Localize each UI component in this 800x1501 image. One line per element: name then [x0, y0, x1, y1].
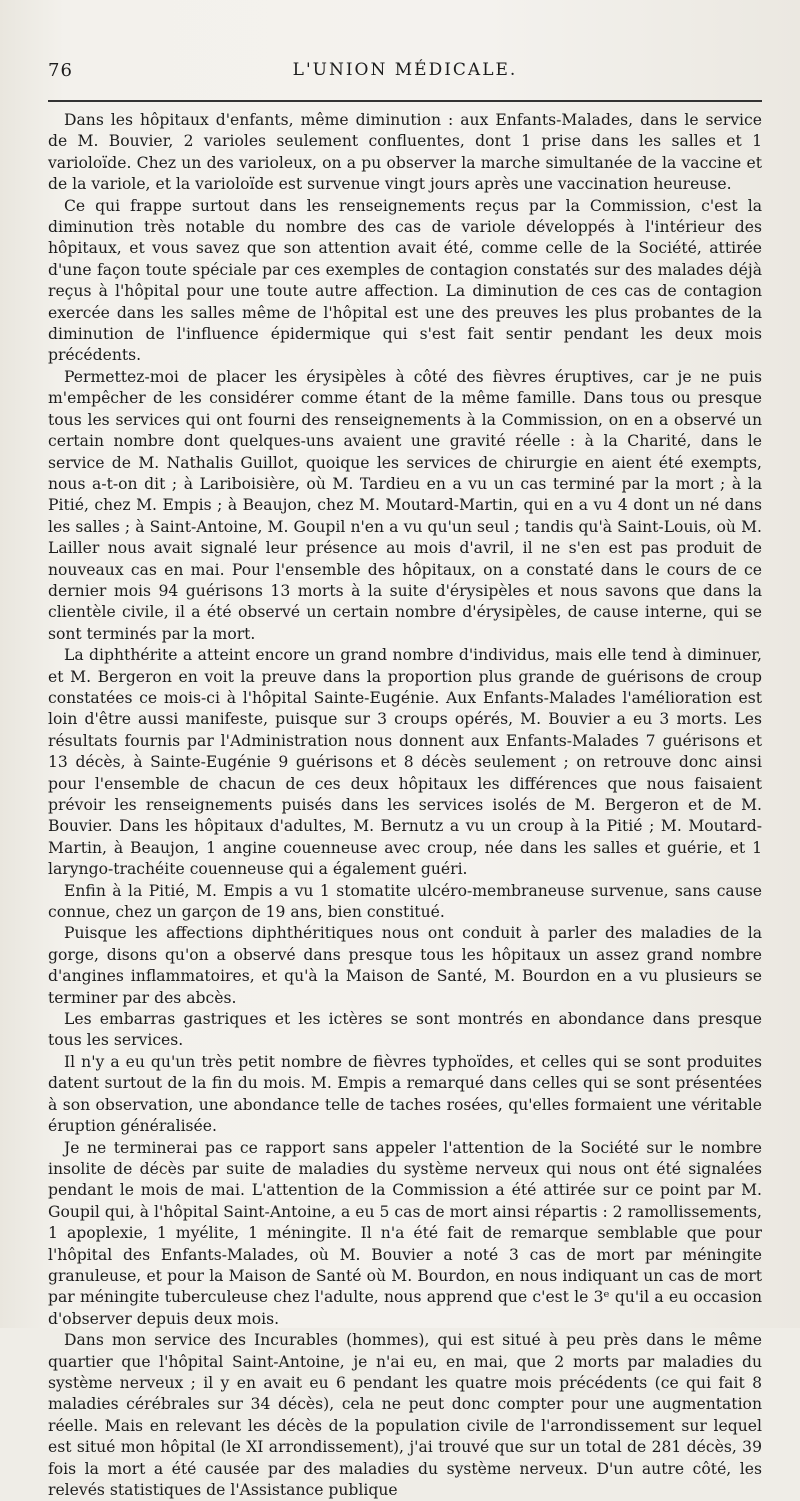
- paragraph: Dans mon service des Incurables (hommes), qui est situé à peu près dans le même quartier que l'hôpital Saint-Antoine, je n'ai eu, en mai, que 2 morts par maladies du système nerveux ; il y en avait eu 6 pendant les quatre mois précédents (ce qui fait 8 maladies cérébrales sur 34 décès), cela ne peut donc compter pour une augmentation réelle. Mais en relevant les décès de la population civile de l'arrondissement sur lequel est situé mon hôpital (le XI arrondissement), j'ai trouvé que sur un total de 281 décès, 39 fois la mort a été causée par des maladies du système nerveux. D'un autre côté, les relevés statistiques de l'Assistance publique: [48, 1331, 762, 1499]
- page-number: 76: [48, 60, 73, 81]
- page-header: [48, 60, 762, 90]
- paragraph: Je ne terminerai pas ce rapport sans appeler l'attention de la Société sur le nombre insolite de décès par suite de maladies du système nerveux qui nous ont été signalées pendant le mois de mai. L'attention de la Commission a été attirée sur ce point par M. Goupil qui, à l'hôpital Saint-Antoine, a eu 5 cas de mort ainsi répartis : 2 ramollissements, 1 apoplexie, 1 myélite, 1 méningite. Il n'a été fait de remarque semblable que pour l'hôpital des Enfants-Malades, où M. Bouvier a noté 3 cas de mort par méningite granuleuse, et pour la Maison de Santé où M. Bourdon, en nous indiquant un cas de mort par méningite tuberculeuse chez l'adulte, nous apprend que c'est le 3ᵉ qu'il a eu occasion d'observer depuis deux mois.: [48, 1138, 762, 1328]
- paragraph: Il n'y a eu qu'un très petit nombre de fièvres typhoïdes, et celles qui se sont produites datent surtout de la fin du mois. M. Empis a remarqué dans celles qui se sont présentées à son observation, une abondance telle de taches rosées, qu'elles formaient une véritable éruption généralisée.: [48, 1052, 762, 1136]
- paragraph: La diphthérite a atteint encore un grand nombre d'individus, mais elle tend à diminuer, et M. Bergeron en voit la preuve dans la proportion plus grande de guérisons de croup constatées ce mois-ci à l'hôpital Sainte-Eugénie. Aux Enfants-Malades l'amélioration est loin d'être aussi manifeste, puisque sur 3 croups opérés, M. Bouvier a eu 3 morts. Les résultats fournis par l'Administration nous donnent aux Enfants-Malades 7 guérisons et 13 décès, à Sainte-Eugénie 9 guérisons et 8 décès seulement ; on retrouve donc ainsi pour l'ensemble de chacun de ces deux hôpitaux les différences que nous faisaient prévoir les renseignements puisés dans les services isolés de M. Bergeron et de M. Bouvier. Dans les hôpitaux d'adultes, M. Bernutz a vu un croup à la Pitié ; M. Moutard-Martin, à Beaujon, 1 angine couenneuse avec croup, née dans les salles et guérie, et 1 laryngo-trachéite couenneuse qui a également guéri.: [48, 646, 762, 879]
- paragraph: Ce qui frappe surtout dans les renseignements reçus par la Commission, c'est la diminution très notable du nombre des cas de variole développés à l'intérieur des hôpitaux, et vous savez que son attention avait été, comme celle de la Société, attirée d'une façon toute spéciale par ces exemples de contagion constatés sur des malades déjà reçus à l'hôpital pour une toute autre affection. La diminution de ces cas de contagion exercée dans les salles même de l'hôpital est une des preuves les plus probantes de la diminution de l'influence épidermique qui s'est fait sentir pendant les deux mois précédents.: [48, 196, 762, 365]
- paragraph: Puisque les affections diphthéritiques nous ont conduit à parler des maladies de la gorge, disons qu'on a observé dans presque tous les hôpitaux un assez grand nombre d'angines inflammatoires, et qu'à la Maison de Santé, M. Bourdon en a vu plusieurs se terminer par des abcès.: [48, 924, 762, 1007]
- article-body: [48, 110, 762, 1501]
- running-title: L'UNION MÉDICALE.: [292, 60, 518, 80]
- header-rule: [48, 100, 762, 102]
- paragraph: Permettez-moi de placer les érysipèles à côté des fièvres éruptives, car je ne puis m'empêcher de les considérer comme étant de la même famille. Dans tous ou presque tous les services qui ont fourni des renseignements à la Commission, on en a observé un certain nombre dont quelques-uns avaient une gravité réelle : à la Charité, dans le service de M. Nathalis Guillot, quoique les services de chirurgie en aient été exempts, nous a-t-on dit ; à Lariboisière, où M. Tardieu en a vu un cas terminé par la mort ; à la Pitié, chez M. Empis ; à Beaujon, chez M. Moutard-Martin, qui en a vu 4 dont un né dans les salles ; à Saint-Antoine, M. Goupil n'en a vu qu'un seul ; tandis qu'à Saint-Louis, où M. Lailler nous avait signalé leur présence au mois d'avril, il ne s'en est pas produit de nouveaux cas en mai. Pour l'ensemble des hôpitaux, on a constaté dans le cours de ce dernier mois 94 guérisons 13 morts à la suite d'érysipèles et nous savons que dans la clientèle civile, il a été observé un certain nombre d'érysipèles, de cause interne, qui se sont terminés par la mort.: [48, 367, 762, 643]
- paragraph: Enfin à la Pitié, M. Empis a vu 1 stomatite ulcéro-membraneuse survenue, sans cause connue, chez un garçon de 19 ans, bien constitué.: [48, 881, 762, 922]
- paragraph: Dans les hôpitaux d'enfants, même diminution : aux Enfants-Malades, dans le service de M. Bouvier, 2 varioles seulement confluentes, dont 1 prise dans les salles et 1 varioloïde. Chez un des varioleux, on a pu observer la marche simultanée de la vaccine et de la variole, et la varioloïde est survenue vingt jours après une vaccination heureuse.: [48, 111, 762, 194]
- paragraph: Les embarras gastriques et les ictères se sont montrés en abondance dans presque tous les services.: [48, 1010, 762, 1050]
